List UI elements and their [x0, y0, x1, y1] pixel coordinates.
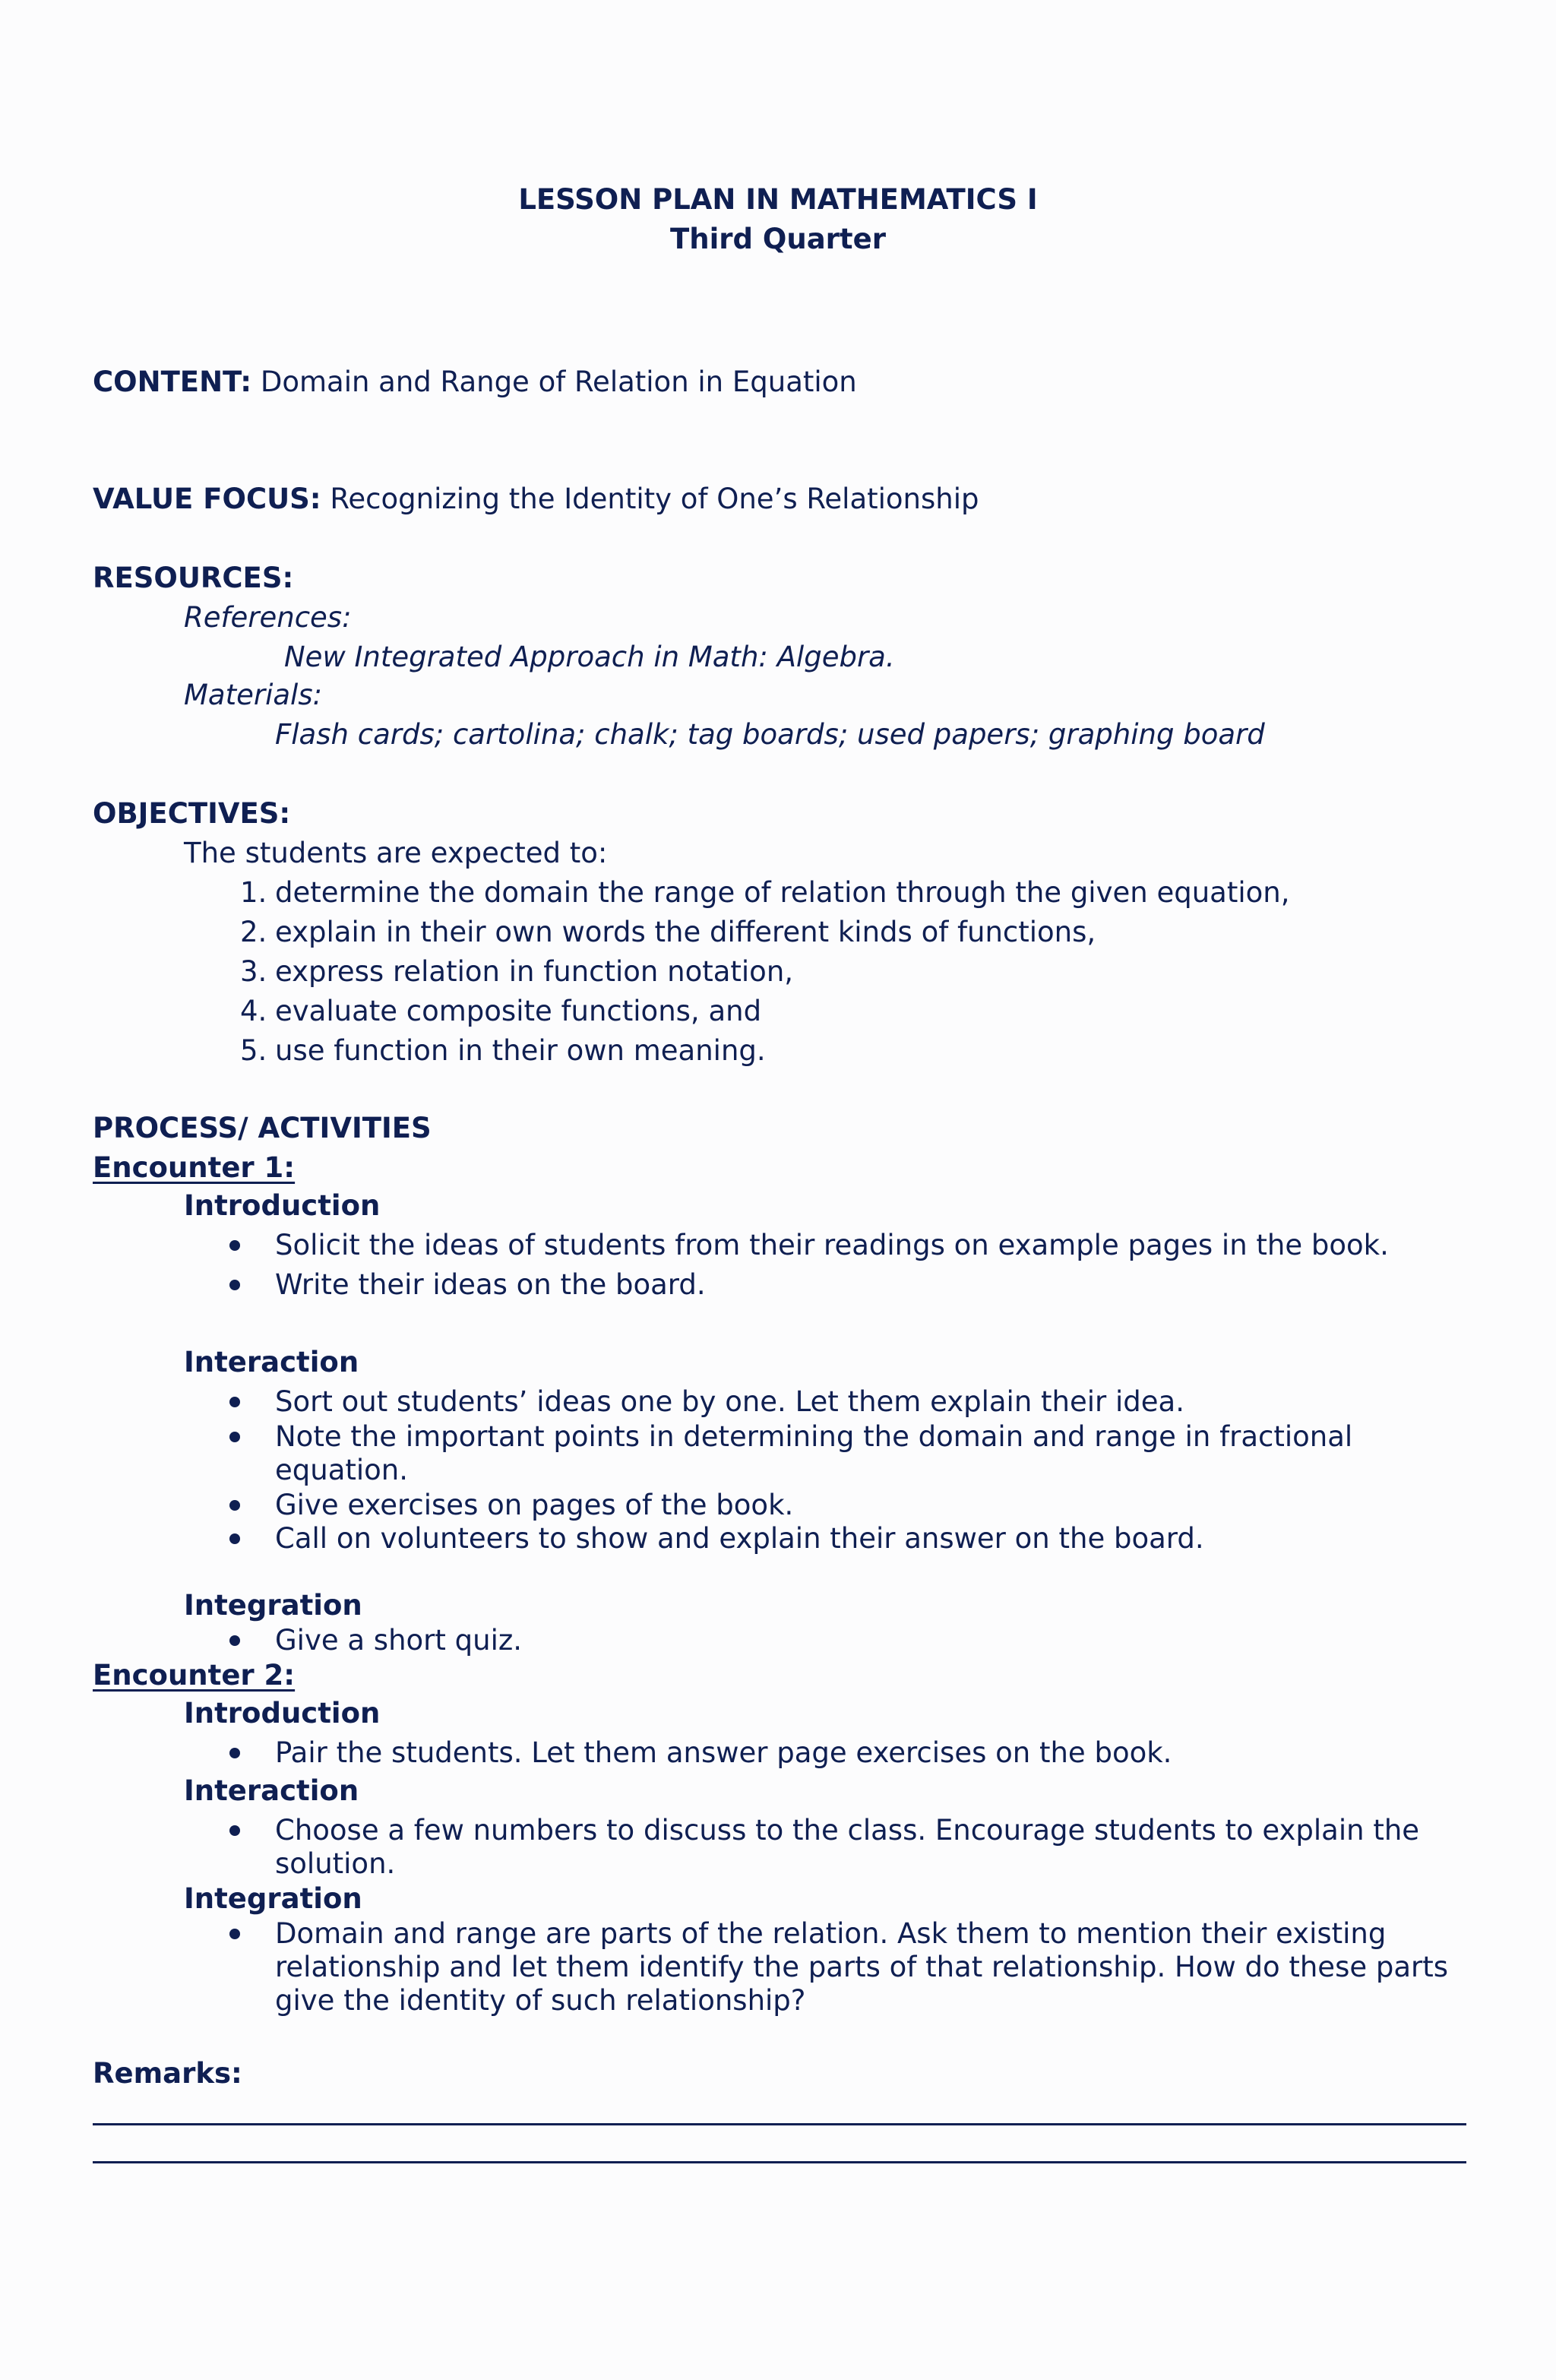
process-heading: PROCESS/ ACTIVITIES: [93, 1112, 432, 1144]
bullet-icon: [229, 1748, 240, 1758]
bullet-item-continuation: give the identity of such relationship?: [275, 1984, 806, 2017]
content-line: [93, 368, 857, 396]
bullet-icon: [229, 1397, 240, 1407]
bullet-item: Pair the students. Let them answer page exercises on the book.: [275, 1736, 1172, 1769]
encounter-1-integration-heading: Integration: [184, 1589, 362, 1622]
objective-number: 5.: [240, 1034, 267, 1067]
encounter-1-interaction-heading: Interaction: [184, 1346, 359, 1378]
objective-text: express relation in function notation,: [275, 955, 794, 988]
bullet-item-continuation: equation.: [275, 1454, 409, 1486]
bullet-icon: [229, 1825, 240, 1836]
references-text: New Integrated Approach in Math: Algebra.: [284, 641, 895, 673]
bullet-item: Solicit the ideas of students from their readings on example pages in the book.: [275, 1229, 1389, 1261]
bullet-item-continuation: relationship and let them identify the parts of that relationship. How do these parts: [275, 1951, 1449, 1983]
bullet-item: Choose a few numbers to discuss to the class. Encourage students to explain the: [275, 1814, 1420, 1847]
bullet-icon: [229, 1280, 240, 1290]
remarks-line: [93, 2123, 1466, 2125]
remarks-heading: Remarks:: [93, 2057, 242, 2090]
materials-text: Flash cards; cartolina; chalk; tag boards; used papers; graphing board: [275, 718, 1265, 751]
encounter-1-heading: Encounter 1:: [93, 1151, 296, 1184]
encounter-2-interaction-heading: Interaction: [184, 1774, 359, 1807]
objective-number: 3.: [240, 955, 267, 988]
materials-label: Materials:: [184, 679, 323, 711]
bullet-item: Write their ideas on the board.: [275, 1268, 706, 1301]
bullet-item: Call on volunteers to show and explain their answer on the board.: [275, 1522, 1204, 1555]
encounter-2-integration-heading: Integration: [184, 1882, 362, 1915]
encounter-1-introduction-heading: Introduction: [184, 1189, 381, 1222]
references-label: References:: [184, 601, 352, 634]
document-title: LESSON PLAN IN MATHEMATICS I: [518, 183, 1038, 216]
objective-text: determine the domain the range of relation through the given equation,: [275, 876, 1290, 909]
objectives-intro: The students are expected to:: [184, 837, 608, 869]
content-text: Domain and Range of Relation in Equation: [260, 366, 857, 398]
bullet-item: Domain and range are parts of the relation. Ask them to mention their existing: [275, 1917, 1387, 1950]
bullet-icon: [229, 1929, 240, 1939]
bullet-icon: [229, 1432, 240, 1442]
objective-number: 2.: [240, 916, 267, 948]
objective-text: use function in their own meaning.: [275, 1034, 766, 1067]
objective-number: 1.: [240, 876, 267, 909]
bullet-item: Sort out students’ ideas one by one. Let them explain their idea.: [275, 1385, 1184, 1418]
bullet-icon: [229, 1240, 240, 1251]
encounter-2-heading: Encounter 2:: [93, 1659, 296, 1692]
document-subtitle: Third Quarter: [670, 223, 886, 255]
value-focus-label: VALUE FOCUS:: [93, 483, 321, 515]
remarks-line: [93, 2161, 1466, 2163]
objective-text: evaluate composite functions, and: [275, 995, 762, 1027]
bullet-item-continuation: solution.: [275, 1847, 396, 1880]
value-focus-line: [93, 485, 979, 513]
bullet-item: Give exercises on pages of the book.: [275, 1489, 794, 1521]
encounter-2-introduction-heading: Introduction: [184, 1697, 381, 1730]
content-label: CONTENT:: [93, 366, 252, 398]
objectives-heading: OBJECTIVES:: [93, 797, 291, 830]
bullet-icon: [229, 1635, 240, 1646]
bullet-item: Note the important points in determining the domain and range in fractional: [275, 1420, 1353, 1453]
objective-text: explain in their own words the different kinds of functions,: [275, 916, 1096, 948]
value-focus-text: Recognizing the Identity of One’s Relationship: [330, 483, 979, 515]
bullet-icon: [229, 1533, 240, 1544]
objective-number: 4.: [240, 995, 267, 1027]
resources-heading: RESOURCES:: [93, 562, 294, 594]
bullet-item: Give a short quiz.: [275, 1624, 523, 1657]
bullet-icon: [229, 1500, 240, 1511]
